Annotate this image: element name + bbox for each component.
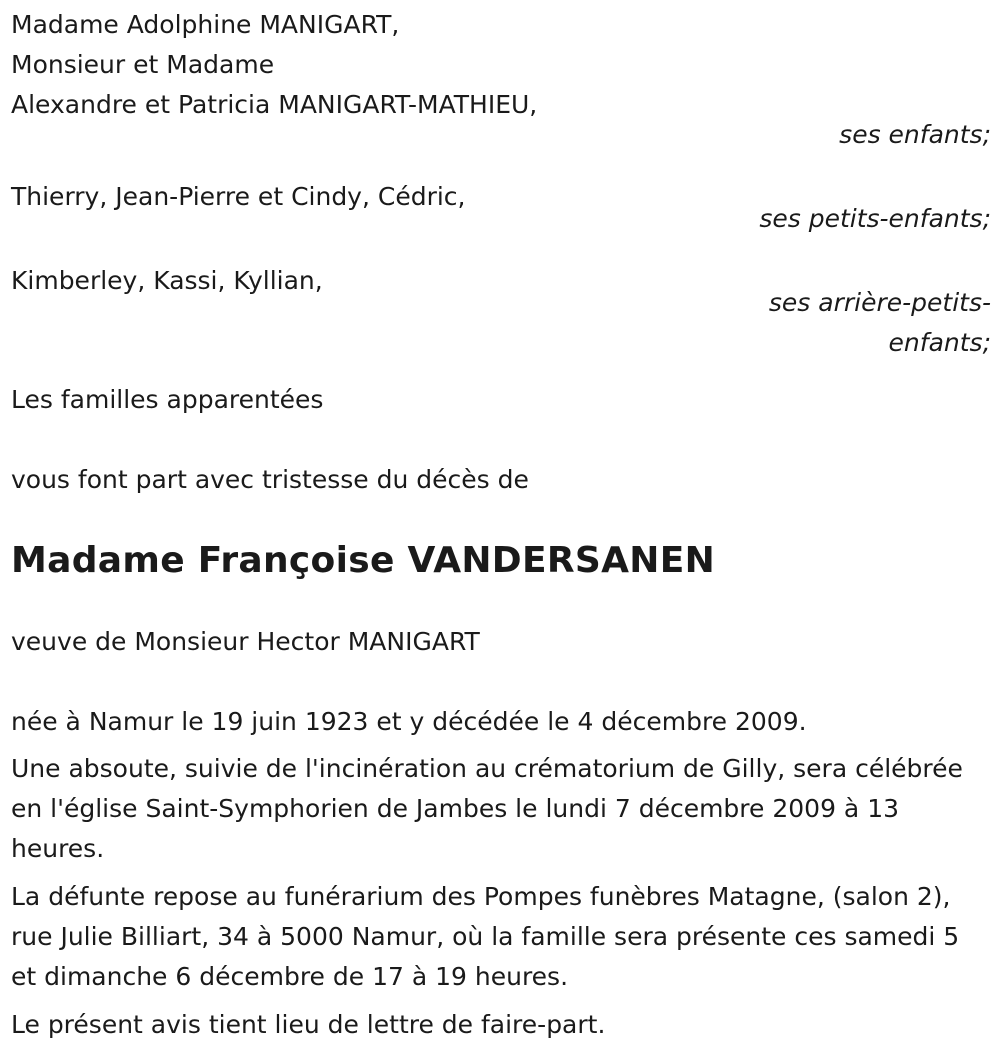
death-notice — [11, 5, 991, 1045]
great-grandchildren-names: Kimberley, Kassi, Kyllian, — [11, 266, 323, 295]
children-line-1: Madame Adolphine MANIGART, — [11, 10, 400, 39]
notice-paragraph: Le présent avis tient lieu de lettre de faire-part. — [11, 1010, 606, 1039]
children-line-3: Alexandre et Patricia MANIGART-MATHIEU, — [11, 90, 538, 119]
deceased-name: Madame Françoise VANDERSANEN — [11, 540, 716, 581]
birth-death: née à Namur le 19 juin 1923 et y décédée le 4 décembre 2009. — [11, 707, 807, 736]
children-relation: ses enfants; — [839, 120, 991, 149]
grandchildren-relation: ses petits-enfants; — [759, 204, 991, 233]
relatives: Les familles apparentées — [11, 385, 324, 414]
visitation-paragraph: La défunte repose au funérarium des Pompes funèbres Matagne, (salon 2), rue Julie Billiart, 34 à 5000 Namur, où la famille sera présente ces samedi 5 et dimanche 6 décembre de 17 à 19 heures. — [11, 882, 960, 991]
intro-text: vous font part avec tristesse du décès de — [11, 465, 529, 494]
grandchildren-names: Thierry, Jean-Pierre et Cindy, Cédric, — [11, 182, 466, 211]
ceremony-paragraph: Une absoute, suivie de l'incinération au crématorium de Gilly, sera célébrée en l'église Saint-Symphorien de Jambes le lundi 7 décembre 2009 à 13 heures. — [11, 754, 963, 863]
children-line-2: Monsieur et Madame — [11, 50, 275, 79]
great-grandchildren-relation-2: enfants; — [888, 328, 991, 357]
widow-of: veuve de Monsieur Hector MANIGART — [11, 627, 480, 656]
great-grandchildren-relation-1: ses arrière-petits- — [768, 288, 991, 317]
